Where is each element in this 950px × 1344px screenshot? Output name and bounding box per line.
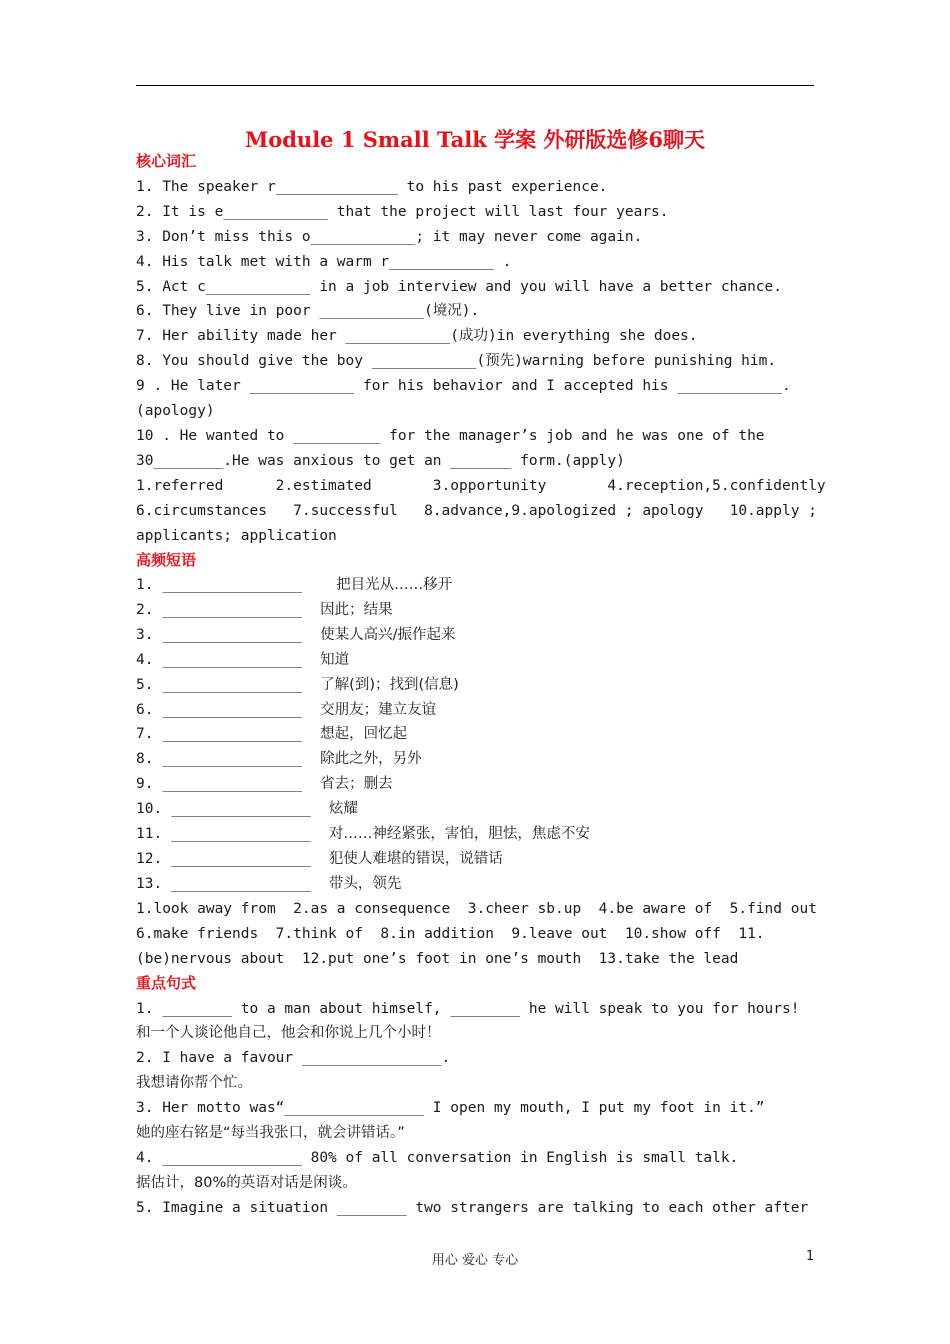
phrase-item xyxy=(136,774,393,794)
phrase-number: 6. xyxy=(136,701,154,718)
phrase-meaning: 除此之外，另外 xyxy=(320,751,422,768)
phrase-meaning: 对……神经紧张，害怕，胆怯，焦虑不安 xyxy=(328,826,590,842)
vocab-line: 9 . He later ____________ for his behavior and I accepted his ____________. xyxy=(136,378,791,394)
sentence-translation: 和一个人谈论他自己，他会和你说上几个小时！ xyxy=(136,1025,441,1041)
phrase-item xyxy=(136,824,590,844)
phrase-item xyxy=(136,675,459,695)
vocab-line: 4. His talk met with a warm r____________ . xyxy=(136,254,512,270)
vocab-line: 30________.He was anxious to get an _______ form.(apply) xyxy=(136,453,625,469)
sentence-line: 1. ________ to a man about himself, ________ he will speak to you for hours! xyxy=(136,1001,800,1017)
sentence-translation: 据估计，80%的英语对话是闲谈。 xyxy=(136,1175,357,1191)
phrase-meaning: 使某人高兴/振作起来 xyxy=(320,626,456,643)
phrase-blank: ________________ xyxy=(162,776,303,793)
phrase-blank: ________________ xyxy=(162,626,303,643)
page-number: 1 xyxy=(806,1249,815,1264)
sentence-line: 4. ________________ 80% of all conversation in English is small talk. xyxy=(136,1150,739,1166)
vocab-line: 5. Act c____________ in a job interview and you will have a better chance. xyxy=(136,279,783,295)
phrase-number: 12. xyxy=(136,850,163,867)
phrase-meaning: 因此；结果 xyxy=(320,601,393,618)
phrase-blank: ________________ xyxy=(162,701,303,718)
phrase-item xyxy=(136,650,349,670)
page-footer: 用心 爱心 专心 xyxy=(431,1253,519,1268)
phrase-blank: ________________ xyxy=(171,875,311,892)
phrase-answer-line: (be)nervous about 12.put one’s foot in one’s mouth 13.take the lead xyxy=(136,951,739,967)
vocab-line: (apology) xyxy=(136,403,215,419)
phrase-meaning: 炫耀 xyxy=(328,801,358,818)
phrase-number: 11. xyxy=(136,826,163,842)
sentence-line: 2. I have a favour ________________. xyxy=(136,1050,451,1066)
phrase-number: 4. xyxy=(136,651,154,668)
phrase-blank: ________________ xyxy=(162,577,303,593)
phrase-number: 13. xyxy=(136,875,163,892)
sentence-translation: 她的座右铭是“每当我张口，就会讲错话。” xyxy=(136,1125,405,1141)
phrase-blank: ________________ xyxy=(162,726,303,743)
sentence-translation: 我想请你帮个忙。 xyxy=(136,1075,252,1091)
sentence-line: 5. Imagine a situation ________ two strangers are talking to each other after xyxy=(136,1200,809,1216)
phrase-item xyxy=(136,575,452,595)
vocab-answer-line: applicants; application xyxy=(136,528,337,544)
phrase-blank: ________________ xyxy=(162,651,303,668)
phrase-item xyxy=(136,625,456,645)
phrase-blank: ________________ xyxy=(171,801,311,818)
header-rule xyxy=(136,85,814,86)
phrase-number: 8. xyxy=(136,751,154,768)
phrase-number: 10. xyxy=(136,801,163,818)
phrase-item xyxy=(136,799,358,819)
sentence-line: 3. Her motto was“________________ I open my mouth, I put my foot in it.” xyxy=(136,1100,765,1116)
vocab-line: 6. They live in poor ____________(境况). xyxy=(136,303,480,319)
vocab-line: 1. The speaker r______________ to his past experience. xyxy=(136,179,608,195)
phrase-answer-line: 1.look away from 2.as a consequence 3.cheer sb.up 4.be aware of 5.find out xyxy=(136,901,817,917)
vocab-answer-line: 6.circumstances 7.successful 8.advance,9.apologized ; apology 10.apply ; xyxy=(136,503,817,519)
phrase-meaning: 省去；删去 xyxy=(320,776,393,793)
phrase-blank: ________________ xyxy=(162,676,303,693)
vocab-line: 8. You should give the boy ____________(预先)warning before punishing him. xyxy=(136,353,777,369)
phrase-blank: ________________ xyxy=(162,751,303,768)
vocab-answer-line: 1.referred 2.estimated 3.opportunity 4.reception,5.confidently xyxy=(136,478,826,494)
phrase-answer-line: 6.make friends 7.think of 8.in addition 9.leave out 10.show off 11. xyxy=(136,926,765,942)
phrase-blank: ________________ xyxy=(162,601,303,618)
phrase-meaning: 知道 xyxy=(320,651,350,668)
document-title: Module 1 Small Talk 学案 外研版选修6聊天 xyxy=(244,127,706,152)
phrase-number: 7. xyxy=(136,726,154,743)
phrase-blank: ________________ xyxy=(171,826,311,842)
phrase-item xyxy=(136,849,503,869)
phrase-item xyxy=(136,874,401,894)
vocab-line: 3. Don’t miss this o____________; it may never come again. xyxy=(136,229,643,245)
phrase-number: 1. xyxy=(136,577,154,593)
phrase-number: 2. xyxy=(136,601,154,618)
phrase-item xyxy=(136,600,393,620)
vocab-line: 2. It is e____________ that the project will last four years. xyxy=(136,204,669,220)
phrase-number: 3. xyxy=(136,626,154,643)
section-heading-phrases: 高频短语 xyxy=(136,551,197,569)
phrase-item xyxy=(136,724,407,744)
phrase-blank: ________________ xyxy=(171,850,311,867)
vocab-line: 7. Her ability made her ____________(成功)in everything she does. xyxy=(136,328,698,344)
phrase-meaning: 带头，领先 xyxy=(328,875,402,892)
phrase-item xyxy=(136,700,436,720)
phrase-meaning: 犯使人难堪的错误，说错话 xyxy=(328,850,503,867)
section-heading-sentences: 重点句式 xyxy=(136,974,197,992)
phrase-number: 9. xyxy=(136,776,154,793)
phrase-meaning: 交朋友；建立友谊 xyxy=(320,701,437,718)
vocab-line: 10 . He wanted to __________ for the manager’s job and he was one of the xyxy=(136,428,765,444)
section-heading-vocab: 核心词汇 xyxy=(136,152,197,170)
phrase-number: 5. xyxy=(136,676,154,693)
phrase-item xyxy=(136,749,422,769)
phrase-meaning: 把目光从……移开 xyxy=(336,577,453,593)
phrase-meaning: 了解(到)；找到(信息) xyxy=(320,676,459,693)
phrase-meaning: 想起，回忆起 xyxy=(320,726,408,743)
